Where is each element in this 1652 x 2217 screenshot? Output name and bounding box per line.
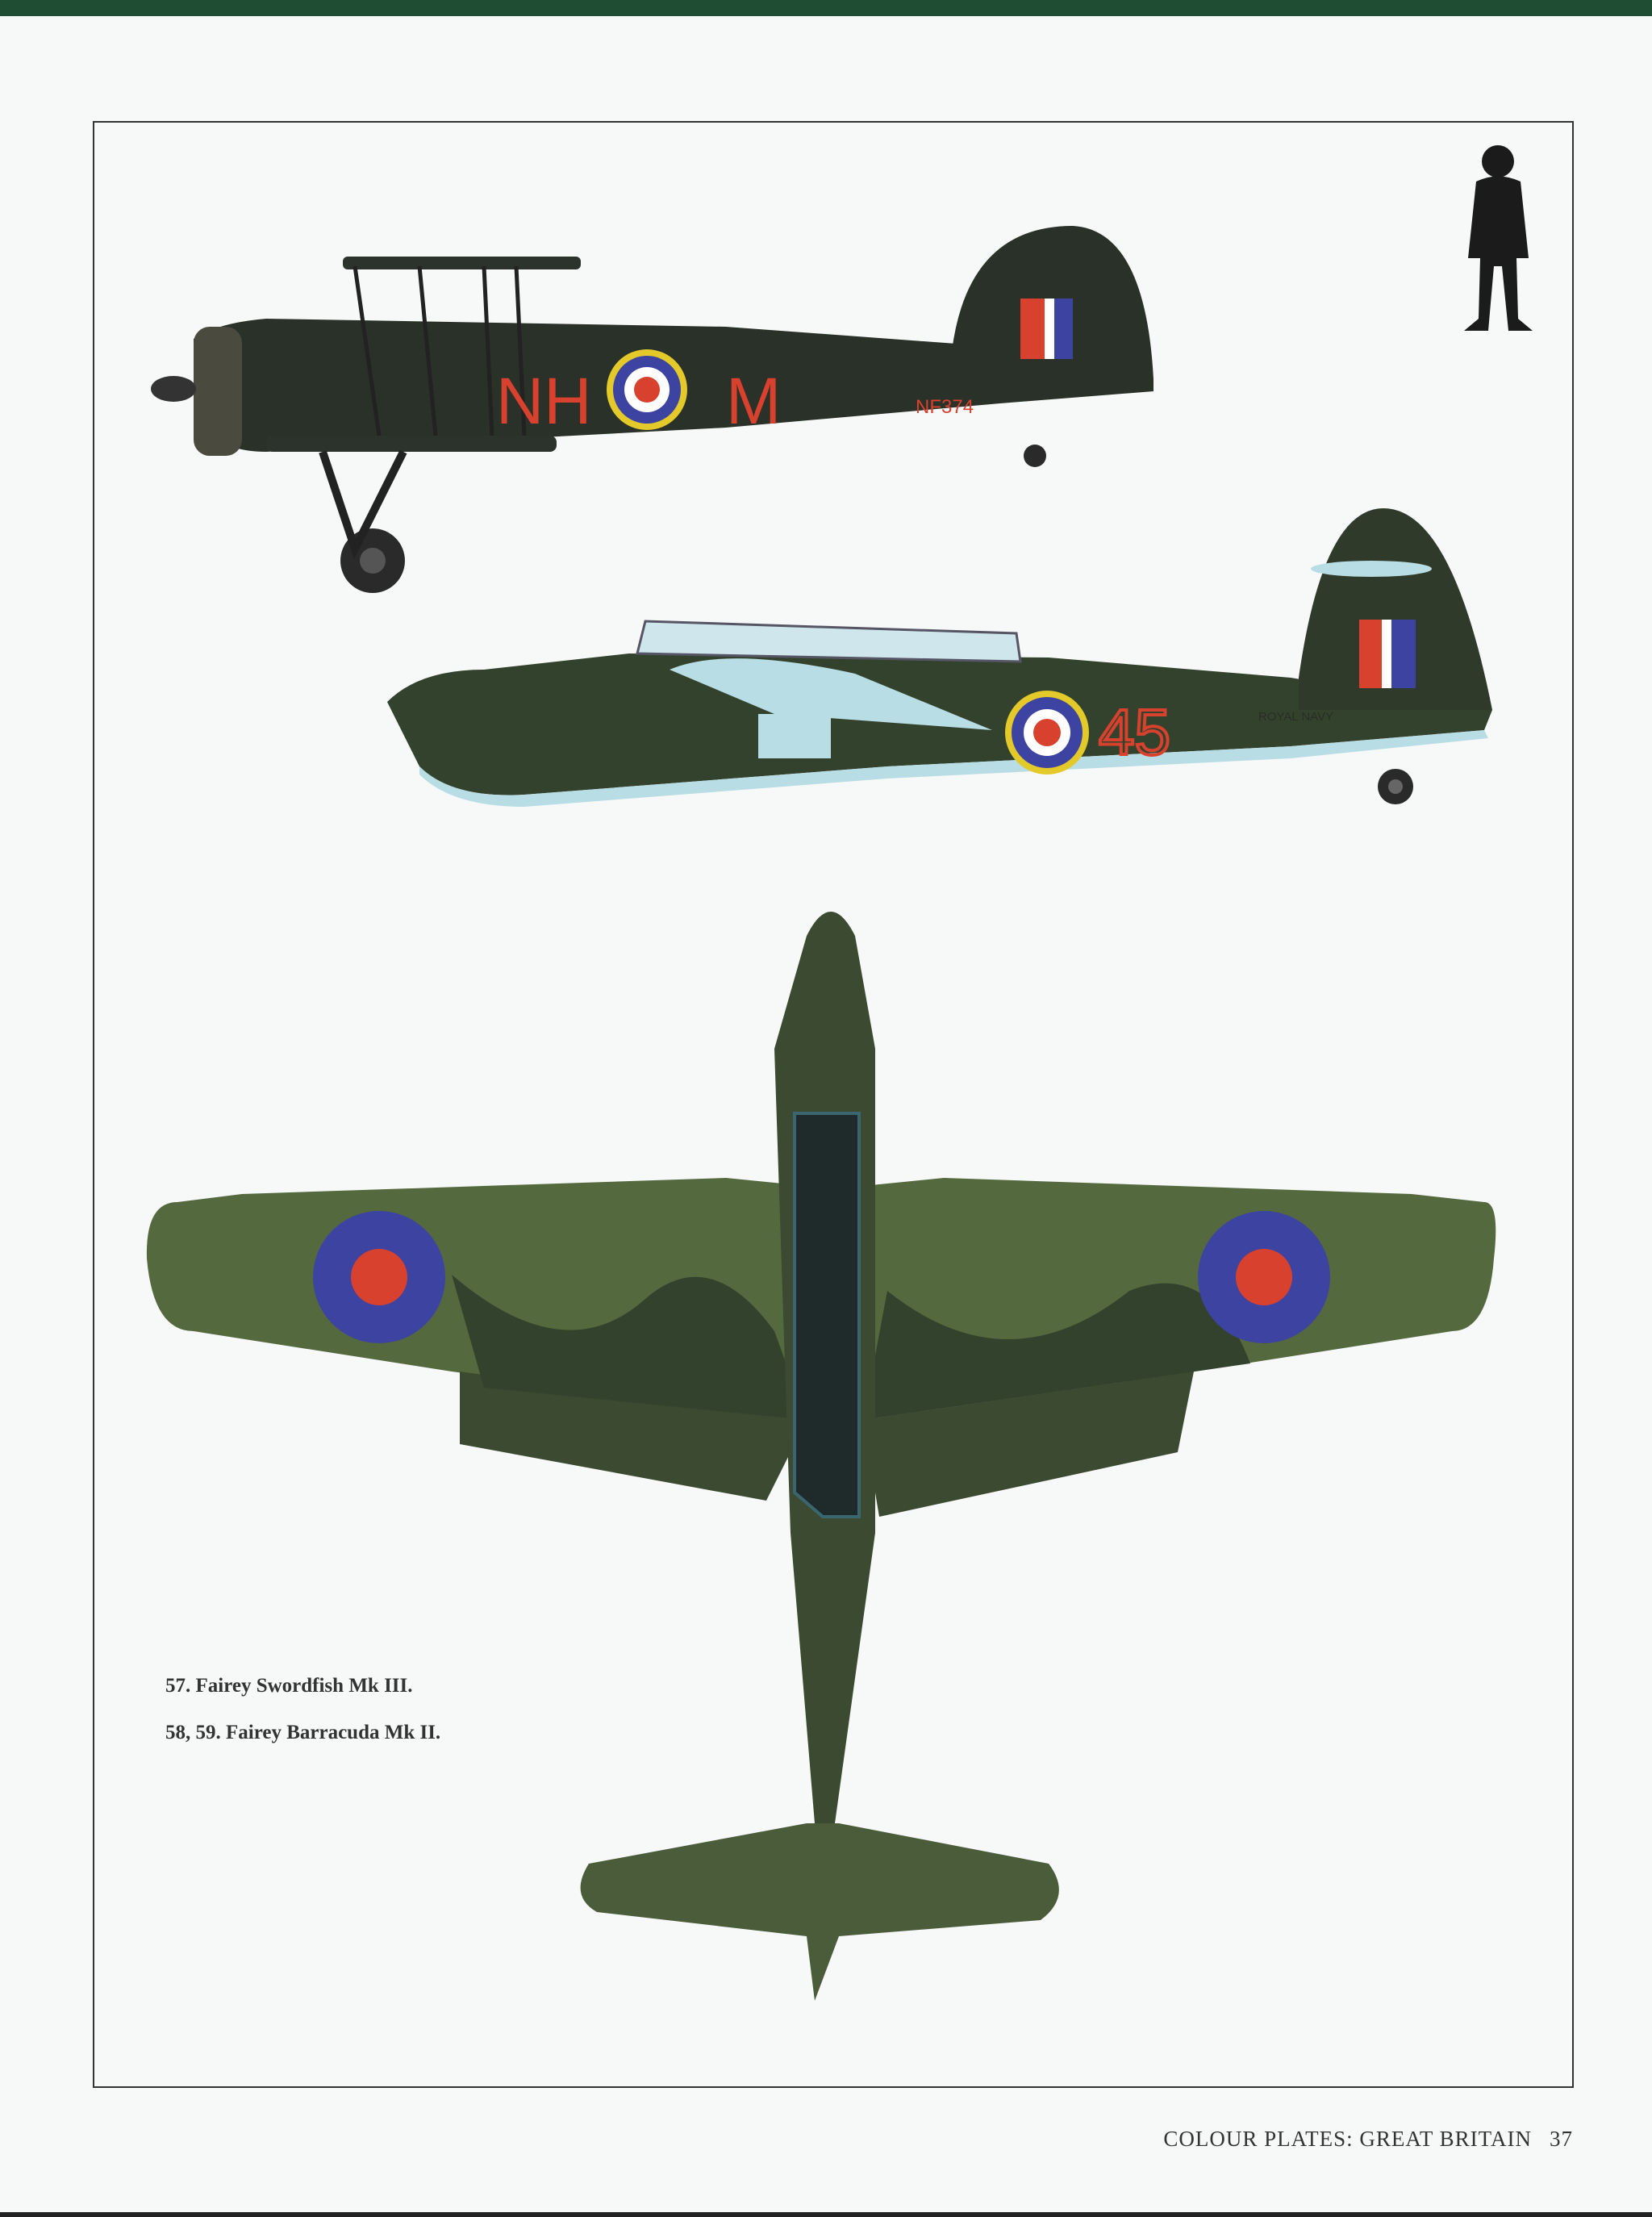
swordfish-code-right: M	[726, 365, 782, 438]
scan-edge-bottom	[0, 2212, 1652, 2217]
barracuda-number: 45	[1099, 696, 1170, 768]
page-footer	[1163, 2127, 1573, 2152]
barracuda-royal-navy: ROYAL NAVY	[1258, 710, 1334, 724]
caption-barracuda: 58, 59. Fairey Barracuda Mk II.	[165, 1722, 441, 1743]
barracuda-top-view	[147, 912, 1496, 2001]
caption-swordfish: 57. Fairey Swordfish Mk III.	[165, 1675, 413, 1697]
swordfish-code-left: NH	[496, 365, 592, 438]
swordfish-side-view	[151, 226, 1153, 593]
swordfish-serial: NF374	[916, 396, 974, 418]
page-number: 37	[1550, 2127, 1573, 2151]
running-title: COLOUR PLATES: GREAT BRITAIN	[1163, 2127, 1532, 2151]
pilot-scale-figure	[1464, 145, 1533, 331]
barracuda-side-view	[387, 508, 1492, 807]
